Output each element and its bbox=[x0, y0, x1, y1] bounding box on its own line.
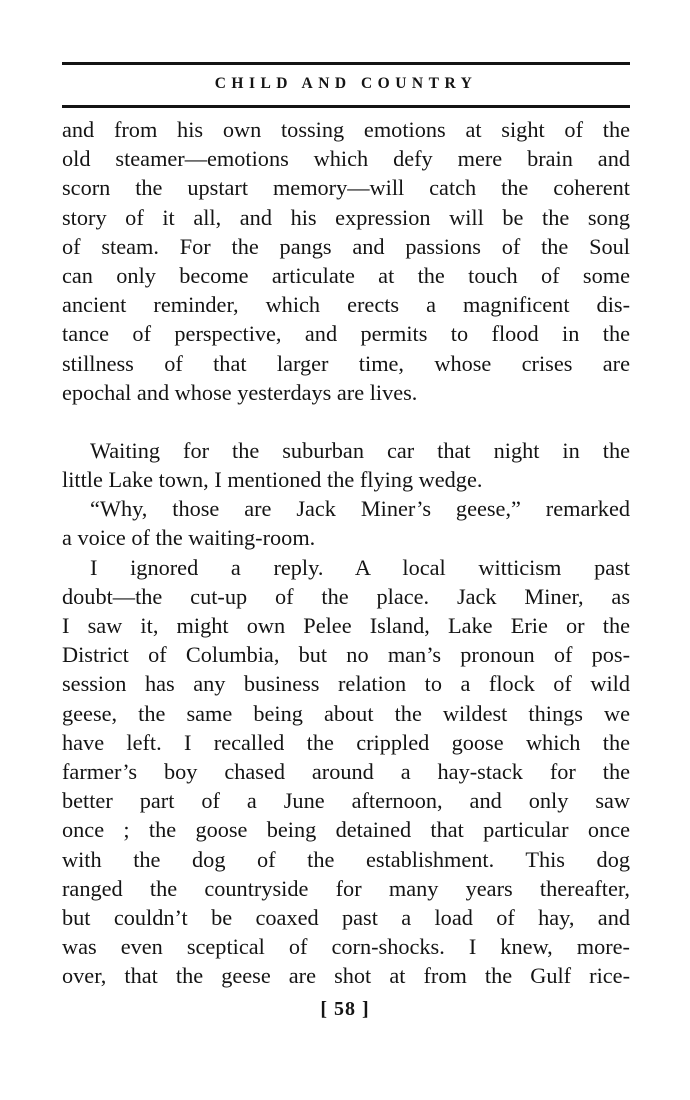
text-line: Waiting for the suburban car that night in the bbox=[90, 437, 630, 463]
text-line: District of Columbia, but no man’s pronoun of pos- bbox=[62, 642, 630, 668]
text-line: epochal and whose yesterdays are lives. bbox=[62, 379, 418, 405]
text-line: ancient reminder, which erects a magnificent dis- bbox=[62, 292, 630, 318]
text-line: I ignored a reply. A local witticism past bbox=[90, 554, 630, 580]
text-line: session has any business relation to a flock of wild bbox=[62, 671, 630, 697]
text-line: a voice of the waiting-room. bbox=[62, 525, 316, 551]
text-line: with the dog of the establishment. This dog bbox=[62, 846, 630, 872]
paragraph bbox=[62, 436, 630, 494]
header-rule-top bbox=[62, 62, 630, 65]
paragraph bbox=[62, 494, 630, 552]
text-line: story of it all, and his expression will be the song bbox=[62, 204, 630, 230]
paragraph bbox=[62, 115, 630, 407]
text-line: farmer’s boy chased around a hay-stack for the bbox=[62, 758, 630, 784]
text-line: once ; the goose being detained that particular once bbox=[62, 817, 630, 843]
text-line: and from his own tossing emotions at sight of the bbox=[62, 117, 630, 142]
body-text bbox=[62, 115, 630, 990]
running-head: CHILD AND COUNTRY bbox=[214, 75, 478, 92]
text-line: scorn the upstart memory—will catch the coherent bbox=[62, 175, 630, 201]
text-line: little Lake town, I mentioned the flying wedge. bbox=[62, 467, 483, 493]
section-break bbox=[62, 407, 630, 436]
text-line: can only become articulate at the touch of some bbox=[62, 262, 630, 288]
text-line: doubt—the cut-up of the place. Jack Miner, as bbox=[62, 583, 630, 609]
text-line: but couldn’t be coaxed past a load of hay, and bbox=[62, 904, 630, 930]
text-line: have left. I recalled the crippled goose which the bbox=[62, 729, 630, 755]
text-line: ranged the countryside for many years thereafter, bbox=[62, 875, 630, 901]
text-line: tance of perspective, and permits to flood in the bbox=[62, 321, 630, 347]
text-line: geese, the same being about the wildest things we bbox=[62, 700, 630, 726]
text-line: of steam. For the pangs and passions of the Soul bbox=[62, 233, 630, 259]
text-line: was even sceptical of corn-shocks. I knew, more- bbox=[62, 934, 630, 960]
text-line: “Why, those are Jack Miner’s geese,” remarked bbox=[90, 496, 630, 522]
text-line: over, that the geese are shot at from the Gulf rice- bbox=[62, 963, 630, 989]
text-line: better part of a June afternoon, and only saw bbox=[62, 788, 630, 814]
text-line: I saw it, might own Pelee Island, Lake Erie or the bbox=[62, 613, 630, 638]
header-rule-bottom bbox=[62, 105, 630, 108]
paragraph bbox=[62, 553, 630, 991]
text-line: stillness of that larger time, whose crises are bbox=[62, 350, 630, 376]
page-number: [ 58 ] bbox=[320, 998, 370, 1020]
text-line: old steamer—emotions which defy mere brain and bbox=[62, 146, 630, 172]
